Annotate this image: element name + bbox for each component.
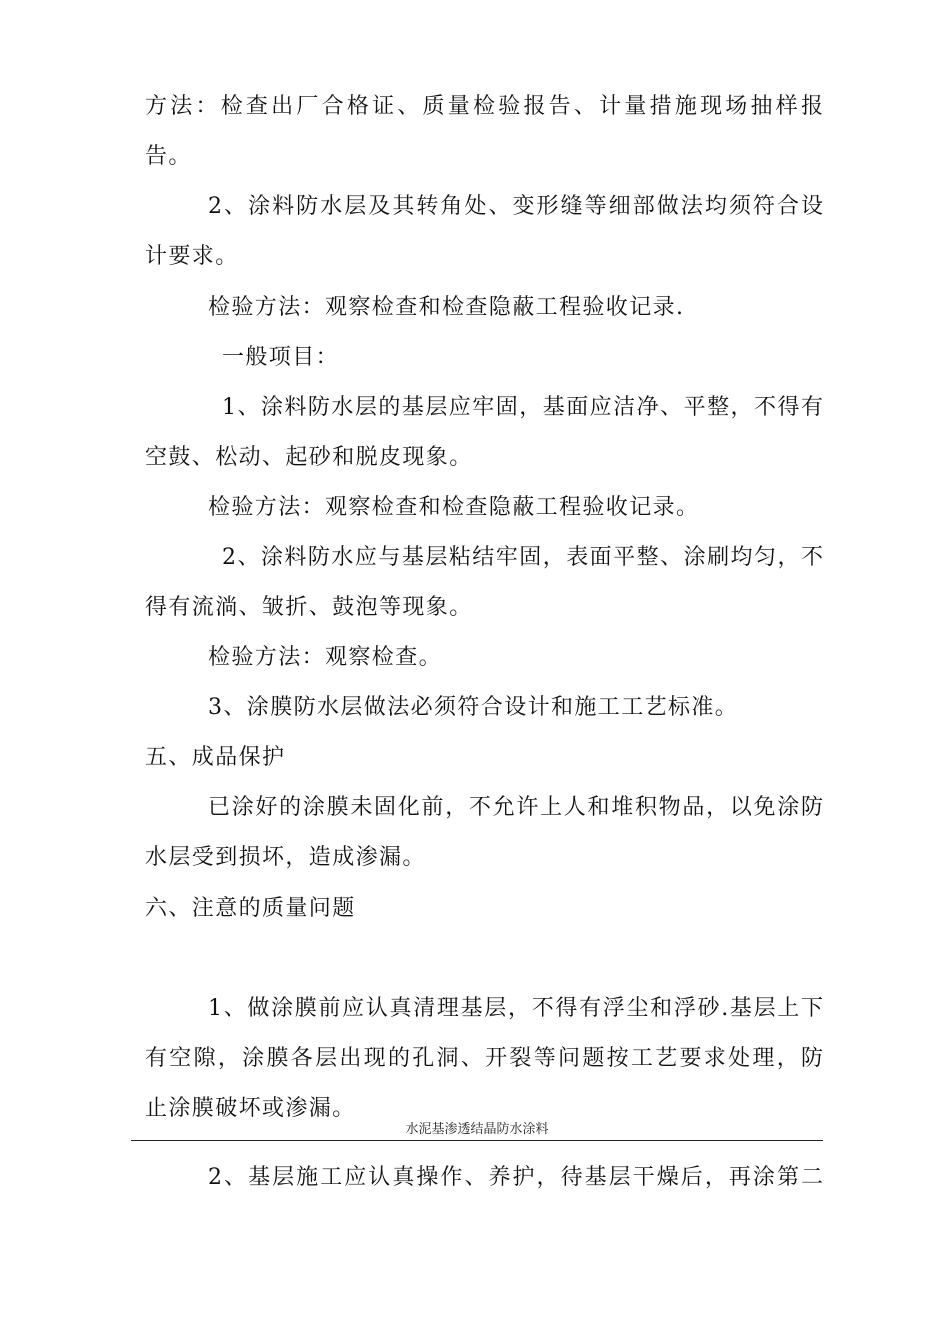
text-line-quality-item-2: 2、基层施工应认真操作、养护，待基层干燥后，再涂第二 xyxy=(208,1165,823,1190)
text-line-leakage: 水层受到损坏，造成渗漏。 xyxy=(145,845,426,870)
page-footer-title: 水泥基渗透结晶防水涂料 xyxy=(405,1122,549,1137)
text-line-voids-cracks: 有空隙，涂膜各层出现的孔洞、开裂等问题按工艺要求处理，防 xyxy=(145,1046,823,1071)
text-line-prevent-damage: 止涂膜破坏或渗漏。 xyxy=(145,1096,356,1121)
text-line-report-end: 告。 xyxy=(145,144,192,169)
text-line-design-requirement: 计要求。 xyxy=(145,244,239,269)
text-line-general-item-3: 3、涂膜防水层做法必须符合设计和施工工艺标准。 xyxy=(208,695,739,720)
text-line-general-item-1: 1、涂料防水层的基层应牢固，基面应洁净、平整，不得有 xyxy=(222,395,823,420)
text-line-item-2-detail: 2、涂料防水层及其转角处、变形缝等细部做法均须符合设 xyxy=(208,194,823,219)
text-line-check-hidden-records: 检验方法：观察检查和检查隐蔽工程验收记录. xyxy=(208,295,685,320)
text-line-hollow-loose: 空鼓、松动、起砂和脱皮现象。 xyxy=(145,445,473,470)
text-line-check-observe: 检验方法：观察检查。 xyxy=(208,645,443,670)
text-line-inspection-method: 方法：检查出厂合格证、质量检验报告、计量措施现场抽样报 xyxy=(145,94,823,119)
text-line-general-item-2: 2、涂料防水应与基层粘结牢固，表面平整、涂刷均匀，不 xyxy=(222,545,823,570)
footer-divider xyxy=(131,1140,823,1141)
text-line-no-flow-wrinkle: 得有流淌、皱折、鼓泡等现象。 xyxy=(145,595,473,620)
text-line-check-method-2: 检验方法：观察检查和检查隐蔽工程验收记录。 xyxy=(208,495,700,520)
text-line-protection-detail: 已涂好的涂膜未固化前，不允许上人和堆积物品，以免涂防 xyxy=(208,795,823,820)
heading-quality-issues: 六、注意的质量问题 xyxy=(145,896,356,921)
text-line-quality-item-1: 1、做涂膜前应认真清理基层，不得有浮尘和浮砂.基层上下 xyxy=(208,996,823,1021)
heading-general-items: 一般项目： xyxy=(222,345,340,370)
heading-product-protection: 五、成品保护 xyxy=(145,745,286,770)
